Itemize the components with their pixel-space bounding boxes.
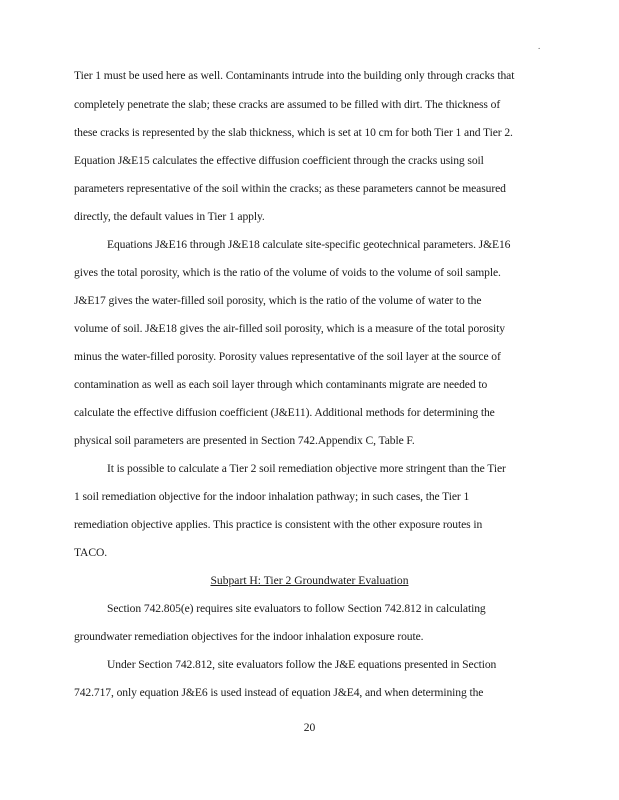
paragraph-1-line-1: Tier 1 must be used here as well. Contaminants intrude into the building only through cracks that (74, 69, 515, 82)
paragraph-1-line-4: Equation J&E15 calculates the effective diffusion coefficient through the cracks using soil (74, 154, 484, 167)
section-heading: Subpart H: Tier 2 Groundwater Evaluation (210, 574, 409, 587)
paragraph-1-line-2: completely penetrate the slab; these cracks are assumed to be filled with dirt. The thickness of (74, 98, 501, 111)
paragraph-2-line-8: physical soil parameters are presented in Section 742.Appendix C, Table F. (74, 434, 415, 447)
paragraph-2-line-6: contamination as well as each soil layer through which contaminants migrate are needed to (74, 378, 488, 391)
paragraph-4-line-2: groundwater remediation objectives for the indoor inhalation exposure route. (74, 630, 424, 643)
paragraph-5-line-2: 742.717, only equation J&E6 is used instead of equation J&E4, and when determining the (74, 686, 484, 699)
paragraph-2-line-7: calculate the effective diffusion coefficient (J&E11). Additional methods for determining the (74, 406, 495, 419)
paragraph-2-line-3: J&E17 gives the water-filled soil porosity, which is the ratio of the volume of water to the (74, 294, 482, 307)
paragraph-2-line-1: Equations J&E16 through J&E18 calculate site-specific geotechnical parameters. J&E16 (107, 238, 511, 251)
paragraph-3-line-2: 1 soil remediation objective for the indoor inhalation pathway; in such cases, the Tier 1 (74, 490, 470, 503)
paragraph-1-line-6: directly, the default values in Tier 1 apply. (74, 210, 265, 223)
paragraph-1-line-3: these cracks is represented by the slab thickness, which is set at 10 cm for both Tier 1 and Tier 2. (74, 126, 513, 139)
paragraph-5-line-1: Under Section 742.812, site evaluators follow the J&E equations presented in Section (107, 658, 497, 671)
paragraph-1-line-5: parameters representative of the soil within the cracks; as these parameters cannot be measured (74, 182, 506, 195)
paragraph-2-line-2: gives the total porosity, which is the ratio of the volume of voids to the volume of soil sample. (74, 266, 501, 279)
paragraph-3-line-4: TACO. (74, 546, 108, 559)
page-number: 20 (303, 721, 316, 734)
paragraph-2-line-4: volume of soil. J&E18 gives the air-filled soil porosity, which is a measure of the total porosity (74, 322, 505, 335)
paragraph-3-line-3: remediation objective applies. This practice is consistent with the other exposure routes in (74, 518, 483, 531)
paragraph-4-line-1: Section 742.805(e) requires site evaluators to follow Section 742.812 in calculating (107, 602, 486, 615)
paragraph-2-line-5: minus the water-filled porosity. Porosity values representative of the soil layer at the source of (74, 350, 501, 363)
corner-mark: . (538, 41, 541, 51)
paragraph-3-line-1: It is possible to calculate a Tier 2 soil remediation objective more stringent than the Tier (107, 462, 506, 475)
